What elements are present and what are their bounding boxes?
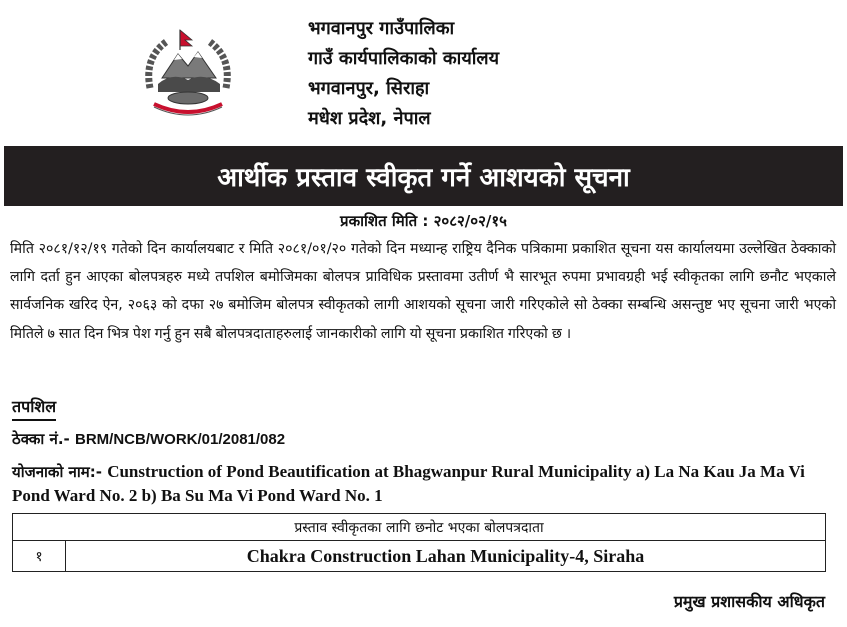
office-name: गाउँ कार्यपालिकाको कार्यालय bbox=[308, 48, 500, 69]
table-header-row bbox=[13, 514, 826, 541]
contract-line bbox=[12, 428, 285, 451]
project-name: Cunstruction of Pond Beautification at Bhagwanpur Rural Municipality a) La Na Kau Ja Ma Vi Pond Ward No. 2 b) Ba Su Ma Vi Pond Ward No. 1 bbox=[12, 462, 805, 505]
notice-body: मिति २०८१/१२/१९ गतेको दिन कार्यालयबाट र मिति २०८१/०१/२० गतेको दिन मध्यान्ह राष्ट्रिय दैनिक पत्रिकामा प्रकाशित सूचना यस कार्यालयमा उल्लेखित ठेक्काको लागि दर्ता हुन आएका बोलपत्रहरु मध्ये तपशिल बमोजिमका बोलपत्र प्राविधिक प्रस्तावमा उतीर्ण भै सारभूत रुपमा प्रभावग्रही भई स्वीकृतका लागि छनौट भएकाले सार्वजनिक खरिद ऐन, २०६३ को दफा २७ बमोजिम बोलपत्र स्वीकृतको लागी आशयको सूचना जारी गरिएकोले सो ठेक्का सम्बन्धि असन्तुष्ट भए सूचना जारी भएको मितिले ७ सात दिन भित्र पेश गर्नु हुन सबै बोलपत्रदाताहरुलाई जानकारीको लागि यो सूचना प्रकाशित गरिएको छ । bbox=[10, 241, 836, 342]
contract-number: BRM/NCB/WORK/01/2081/082 bbox=[75, 431, 286, 448]
province-name: मधेश प्रदेश, नेपाल bbox=[308, 108, 431, 129]
municipality-name: भगवानपुर गाउँपालिका bbox=[308, 18, 455, 39]
project-label: योजनाको नाम:- bbox=[12, 463, 102, 481]
project-line bbox=[12, 460, 838, 508]
notice-title-bar bbox=[4, 146, 843, 206]
notice-title: आर्थीक प्रस्ताव स्वीकृत गर्ने आशयको सूचना bbox=[217, 163, 630, 193]
signatory-title: प्रमुख प्रशासकीय अधिकृत bbox=[673, 592, 825, 611]
details-heading: तपशिल bbox=[12, 396, 56, 421]
published-label: प्रकाशित मिति : bbox=[340, 212, 429, 230]
bidder-name: Chakra Construction Lahan Municipality-4, Siraha bbox=[66, 541, 826, 572]
row-serial: १ bbox=[13, 541, 66, 572]
contract-label: ठेक्का नं.- bbox=[12, 430, 70, 448]
selected-bidder-table bbox=[12, 513, 826, 572]
office-address: भगवानपुर, सिराहा bbox=[308, 78, 430, 99]
published-date: २०८२/०२/१५ bbox=[433, 212, 507, 230]
table-header: प्रस्ताव स्वीकृतका लागि छनोट भएका बोलपत्रदाता bbox=[13, 514, 826, 541]
published-date-line bbox=[0, 210, 847, 232]
table-row bbox=[13, 541, 826, 572]
nepal-emblem-icon bbox=[140, 28, 236, 120]
office-header bbox=[308, 14, 499, 134]
